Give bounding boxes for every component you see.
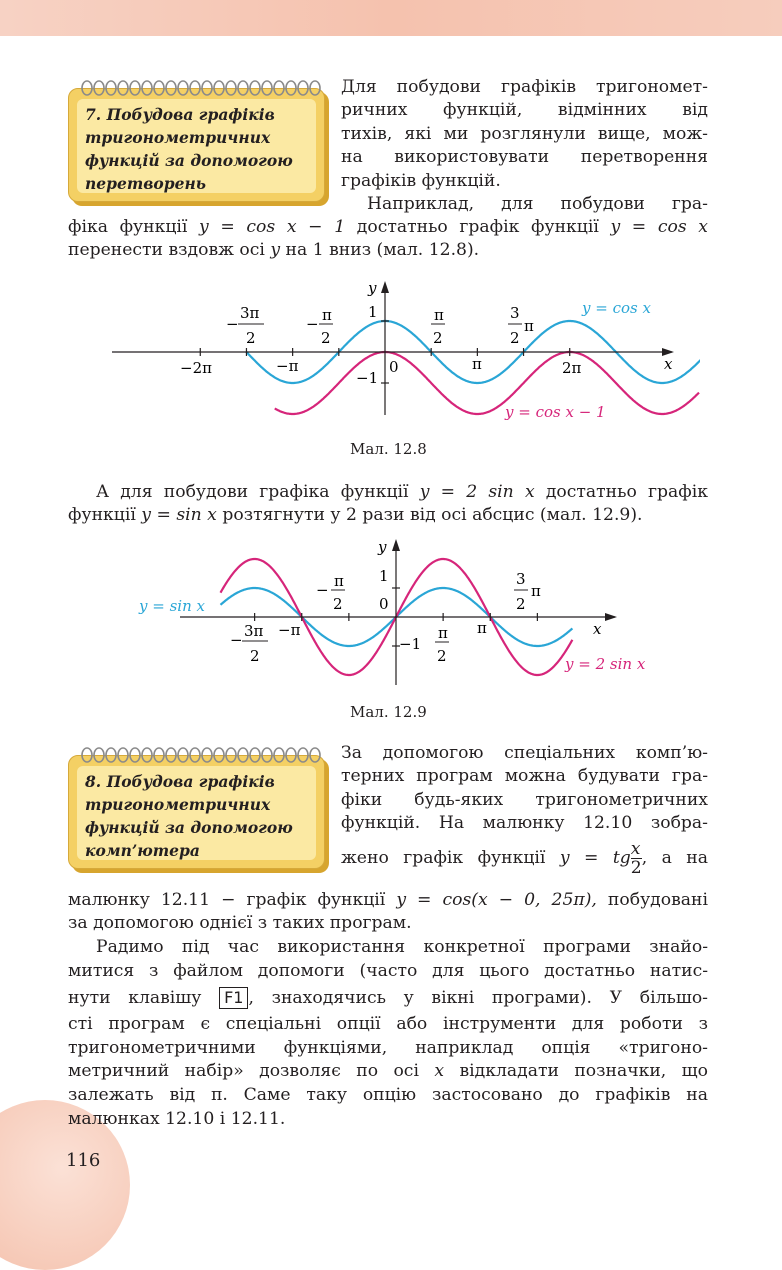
tick-label-3-2-pi-den: 2 (516, 595, 526, 613)
paragraph-3-line-1: А для побудови графіка функції y = 2 sin x достатньо графік (96, 482, 708, 502)
tick-label-neg-pi: −π (276, 357, 299, 375)
ring-icon (94, 81, 104, 95)
ring-icon (310, 81, 320, 95)
series-label-sin: y = sin x (139, 597, 205, 615)
tick-label-pi-2-den: 2 (433, 329, 443, 347)
fraction-x-over-2: $\frac{x}{2}$ (630, 839, 642, 878)
tick-label-neg-pi-2-minus: − (306, 315, 319, 333)
ring-icon (202, 748, 212, 762)
x-axis-arrow-icon (605, 613, 617, 621)
tick-label-neg-3pi-2-minus: − (230, 631, 243, 649)
y-axis-arrow-icon (381, 281, 389, 293)
ring-icon (106, 81, 116, 95)
x-axis-label: x (664, 355, 673, 373)
ring-icon (130, 81, 140, 95)
figure-12-9 (135, 535, 665, 685)
tick-label-neg-3pi-2-num: 3π (240, 304, 260, 322)
ring-icon (274, 81, 284, 95)
tick-label-one: 1 (379, 567, 389, 585)
ring-icon (118, 81, 128, 95)
ring-icon (154, 81, 164, 95)
ring-icon (154, 748, 164, 762)
section-7-paragraph-1: Для побудови графіків тригономет- ричних функцій, відмінних від тихів, які ми розглянули вище, мож- на використовувати перетворення графіків функцій. (341, 77, 708, 191)
tick-label-3-2-pi-num: 3 (516, 570, 526, 588)
ring-icon (226, 748, 236, 762)
tick-label-neg-3pi-2-num: 3π (244, 622, 264, 640)
ring-icon (82, 81, 92, 95)
ring-icon (190, 81, 200, 95)
paragraph-3-line-2: функції y = sin x розтягнути у 2 рази від осі абсцис (мал. 12.9). (68, 505, 643, 525)
ring-icon (238, 81, 248, 95)
tick-label-3-2-pi-den: 2 (510, 329, 520, 347)
ring-icon (250, 748, 260, 762)
ring-icon (202, 81, 212, 95)
spiral-rings-icon (81, 746, 321, 764)
f1-key-icon: F1 (219, 987, 248, 1009)
series-label-2sin: y = 2 sin x (565, 655, 646, 673)
ring-icon (298, 748, 308, 762)
tick-label-pi-2-den: 2 (437, 647, 447, 665)
ring-icon (82, 748, 92, 762)
tick-label-pi: π (477, 619, 487, 637)
tick-label-pi: π (472, 355, 482, 373)
tick-label-neg-one: −1 (356, 369, 379, 387)
tick-label-one: 1 (368, 303, 378, 321)
ring-icon (142, 81, 152, 95)
ring-icon (310, 748, 320, 762)
tick-label-neg-pi-2-minus: − (316, 581, 329, 599)
ring-icon (238, 748, 248, 762)
tick-label-pi-2-num: π (434, 306, 444, 324)
tick-label-3-2-pi-num: 3 (510, 304, 520, 322)
ring-icon (130, 748, 140, 762)
tick-label-zero: 0 (379, 595, 389, 613)
ring-icon (226, 81, 236, 95)
section-7-paragraph-2-line-1: Наприклад, для побудови гра- (367, 194, 708, 214)
section-8-box (68, 755, 325, 869)
x-axis-label: x (593, 620, 602, 638)
section-8-line-6: малюнку 12.11 − графік функції y = cos(x − 0, 25π), побудовані (68, 890, 708, 910)
series-label-cos: y = cos x (582, 299, 651, 317)
ring-icon (178, 748, 188, 762)
tick-label-neg-pi-2-num: π (334, 572, 344, 590)
ring-icon (298, 81, 308, 95)
ring-icon (250, 81, 260, 95)
y-axis-label: y (378, 538, 387, 556)
ring-icon (178, 81, 188, 95)
tick-label-neg-3pi-2-minus: − (226, 315, 239, 333)
series-label-cos-minus-one: y = cos x − 1 (505, 403, 606, 421)
tick-label-zero: 0 (389, 358, 399, 376)
tick-label-neg-pi-2-den: 2 (333, 595, 343, 613)
figure-12-9-caption: Мал. 12.9 (350, 703, 427, 721)
ring-icon (166, 748, 176, 762)
tick-label-neg-2pi: −2π (180, 359, 212, 377)
ring-icon (166, 81, 176, 95)
section-7-paragraph-2-line-2: фіка функції y = cos x − 1 достатньо графік функції y = cos x (68, 217, 708, 237)
ring-icon (142, 748, 152, 762)
tick-label-neg-3pi-2-den: 2 (246, 329, 256, 347)
tick-label-2pi: 2π (562, 359, 582, 377)
y-axis-label: y (368, 279, 377, 297)
tick-label-3-2-pi-pi: π (524, 317, 534, 335)
section-8-title: 8. Побудова графіків тригонометричних функцій за допомогою комп’ютера (85, 772, 293, 860)
tick-label-neg-3pi-2-den: 2 (250, 647, 260, 665)
figure-12-8-caption: Мал. 12.8 (350, 440, 427, 458)
section-8-line-7: за допомогою однієї з таких програм. (68, 913, 412, 933)
ring-icon (118, 748, 128, 762)
ring-icon (214, 81, 224, 95)
section-7-paragraph-2-line-3: перенести вздовж осі y на 1 вниз (мал. 12.8). (68, 240, 480, 260)
tick-label-neg-one: −1 (399, 635, 422, 653)
ring-icon (94, 748, 104, 762)
tick-label-pi-2-num: π (438, 624, 448, 642)
tick-label-neg-pi-2-den: 2 (321, 329, 331, 347)
ring-icon (190, 748, 200, 762)
header-decoration (0, 0, 782, 36)
figure-12-8 (100, 275, 700, 425)
tick-label-3-2-pi-pi: π (531, 582, 541, 600)
ring-icon (214, 748, 224, 762)
y-axis-arrow-icon (392, 539, 400, 551)
tick-label-neg-pi: −π (278, 621, 301, 639)
section-8-paragraph-1: За допомогою спеціальних комп’ю- терних програм можна будувати гра- фіки будь-яких тригонометричних функцій. На малюнку 12.10 зобра- (341, 743, 708, 834)
tick-label-neg-pi-2-num: π (322, 306, 332, 324)
page-number: 116 (66, 1150, 101, 1171)
series-line-cos-minus-one (275, 352, 699, 414)
section-8-paragraph-2: Радимо під час використання конкретної програми знайо- митися з файлом допомоги (часто для цього достатньо натис- нути клавішу F1 , знаходячись у вікні програми). У більшо- сті програм є спеціальні опції або інструменти для роботи з тригонометричними функціями, наприклад опція «тригоно- метричний набір» дозволяє по осі x відкладати позначки, що залежать від π. Саме таку опцію застосовано до графіків на малюнках 12.10 і 12.11. (68, 937, 708, 1129)
ring-icon (274, 748, 284, 762)
section-7-title: 7. Побудова графіків тригонометричних функцій за допомогою перетворень (85, 105, 293, 193)
section-7-box (68, 88, 325, 202)
ring-icon (286, 748, 296, 762)
spiral-rings-icon (81, 79, 321, 97)
ring-icon (262, 81, 272, 95)
ring-icon (106, 748, 116, 762)
section-8-line-5: жено графік функції y = tg $\frac{x}{2}$ , а на (341, 839, 708, 878)
ring-icon (262, 748, 272, 762)
ring-icon (286, 81, 296, 95)
